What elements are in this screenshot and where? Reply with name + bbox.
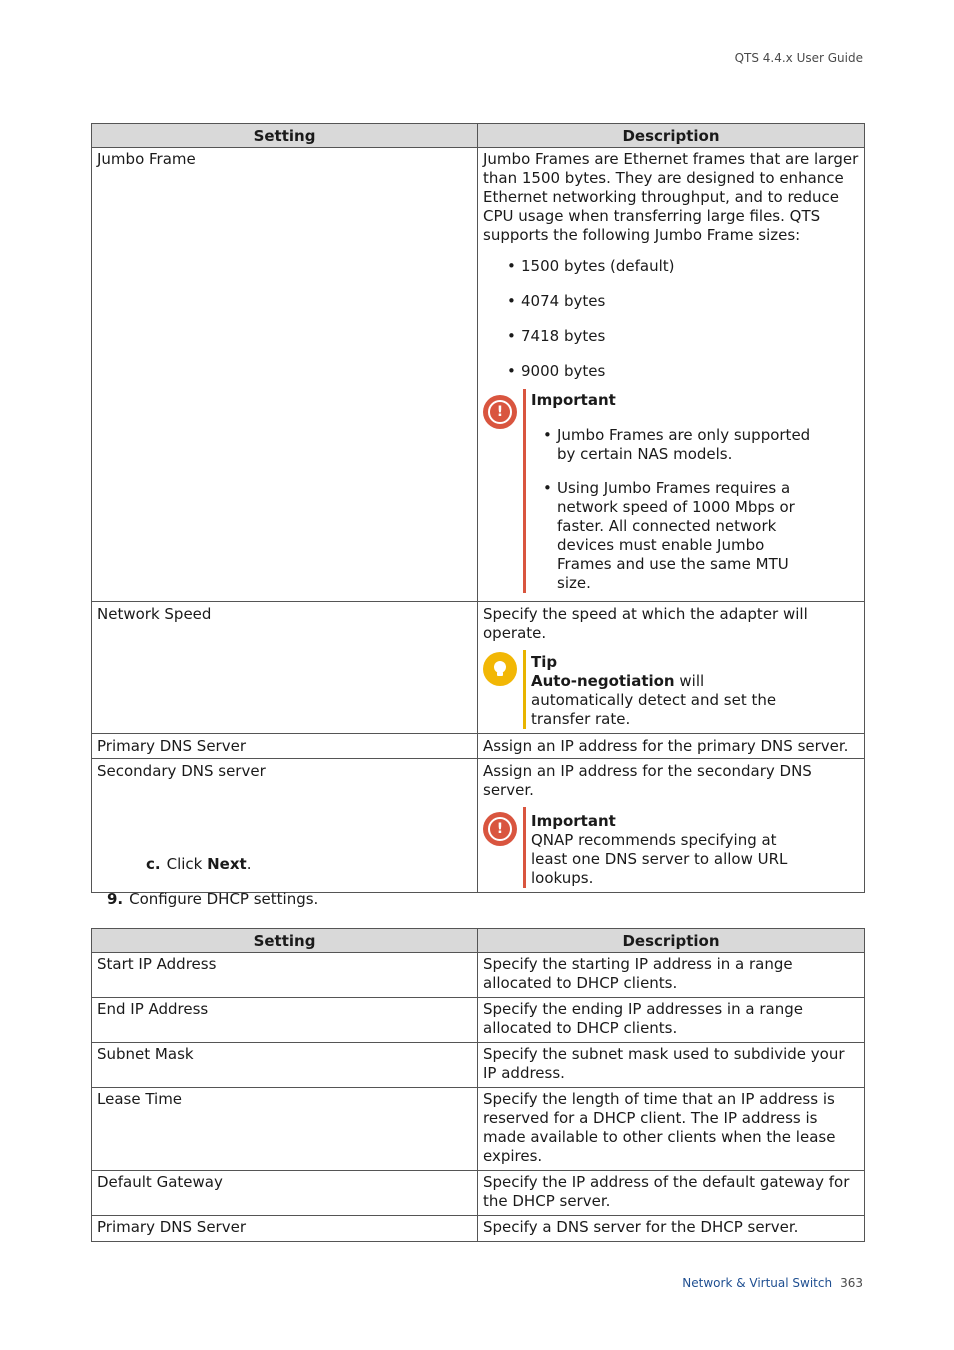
description-cell: Specify the length of time that an IP address is reserved for a DHCP client. The IP address is made available to other clients when the lease expires.	[478, 1088, 865, 1171]
page-number: 363	[840, 1276, 863, 1290]
setting-cell: Subnet Mask	[92, 1043, 478, 1088]
setting-cell: End IP Address	[92, 998, 478, 1043]
important-callout	[483, 807, 859, 888]
column-header-setting: Setting	[92, 124, 478, 148]
setting-cell: Secondary DNS server	[92, 759, 478, 893]
table-row-network-speed	[92, 602, 865, 734]
table-row	[92, 953, 865, 998]
description-cell: Specify the starting IP address in a range allocated to DHCP clients.	[478, 953, 865, 998]
callout-bar	[523, 650, 526, 729]
step-text-suffix: .	[246, 855, 252, 873]
table-row-primary-dns	[92, 734, 865, 759]
table-row	[92, 1088, 865, 1171]
table-row	[92, 1171, 865, 1216]
callout-title: Important	[531, 812, 616, 830]
table-header-row	[92, 124, 865, 148]
lightbulb-icon	[483, 652, 517, 686]
step-marker: c.	[146, 855, 161, 873]
step-9	[107, 890, 318, 908]
setting-cell: Lease Time	[92, 1088, 478, 1171]
setting-cell: Primary DNS Server	[92, 1216, 478, 1242]
description-cell	[478, 602, 865, 734]
footer-section-title: Network & Virtual Switch	[682, 1276, 833, 1290]
tip-callout	[483, 650, 859, 729]
list-item: • 9000 bytes	[507, 362, 859, 381]
callout-text-rest: will automatically detect and set the transfer rate.	[531, 672, 777, 728]
table-row-jumbo-frame	[92, 148, 865, 602]
callout-text	[531, 672, 811, 729]
network-settings-table	[91, 123, 865, 893]
table-header-row	[92, 929, 865, 953]
document-header-title: QTS 4.4.x User Guide	[734, 51, 863, 65]
description-cell	[478, 759, 865, 893]
description-text: Assign an IP address for the secondary DNS server.	[483, 762, 812, 799]
column-header-description: Description	[478, 124, 865, 148]
description-cell: Assign an IP address for the primary DNS server.	[478, 734, 865, 759]
table-row	[92, 1043, 865, 1088]
list-item: • 4074 bytes	[507, 292, 859, 311]
exclamation-icon: !	[483, 812, 517, 846]
setting-cell: Primary DNS Server	[92, 734, 478, 759]
description-text: Specify the speed at which the adapter will operate.	[483, 605, 808, 642]
description-text: Jumbo Frames are Ethernet frames that are larger than 1500 bytes. They are designed to enhance Ethernet networking throughput, and to reduce CPU usage when transferring large files. QTS supports the following Jumbo Frame sizes:	[483, 150, 859, 244]
description-cell	[478, 148, 865, 602]
important-callout	[483, 389, 859, 593]
callout-list	[531, 426, 813, 593]
step-text: Configure DHCP settings.	[129, 890, 319, 908]
table-row	[92, 1216, 865, 1242]
description-cell: Specify a DNS server for the DHCP server.	[478, 1216, 865, 1242]
callout-title: Tip	[531, 653, 558, 671]
setting-cell: Jumbo Frame	[92, 148, 478, 602]
step-c	[146, 855, 251, 873]
page-footer	[682, 1276, 863, 1290]
table-row	[92, 998, 865, 1043]
callout-bold-term: Auto-negotiation	[531, 672, 675, 690]
dhcp-settings-table	[91, 928, 865, 1242]
description-cell: Specify the subnet mask used to subdivide your IP address.	[478, 1043, 865, 1088]
jumbo-frame-sizes-list	[483, 257, 859, 381]
step-text: Click	[166, 855, 208, 873]
callout-title: Important	[531, 391, 616, 409]
column-header-setting: Setting	[92, 929, 478, 953]
setting-cell: Default Gateway	[92, 1171, 478, 1216]
list-item: • 1500 bytes (default)	[507, 257, 859, 276]
list-item: • 7418 bytes	[507, 327, 859, 346]
step-marker: 9.	[107, 890, 124, 908]
description-cell: Specify the IP address of the default gateway for the DHCP server.	[478, 1171, 865, 1216]
description-cell: Specify the ending IP addresses in a range allocated to DHCP clients.	[478, 998, 865, 1043]
column-header-description: Description	[478, 929, 865, 953]
setting-cell: Start IP Address	[92, 953, 478, 998]
callout-bar	[523, 807, 526, 888]
list-item: • Jumbo Frames are only supported by certain NAS models.	[543, 426, 813, 464]
exclamation-icon: !	[483, 395, 517, 429]
setting-cell: Network Speed	[92, 602, 478, 734]
next-button-reference: Next	[207, 855, 247, 873]
callout-text: QNAP recommends specifying at least one DNS server to allow URL lookups.	[531, 831, 788, 887]
callout-bar	[523, 389, 526, 593]
list-item: • Using Jumbo Frames requires a network speed of 1000 Mbps or faster. All connected network devices must enable Jumbo Frames and use the same MTU size.	[543, 479, 813, 593]
